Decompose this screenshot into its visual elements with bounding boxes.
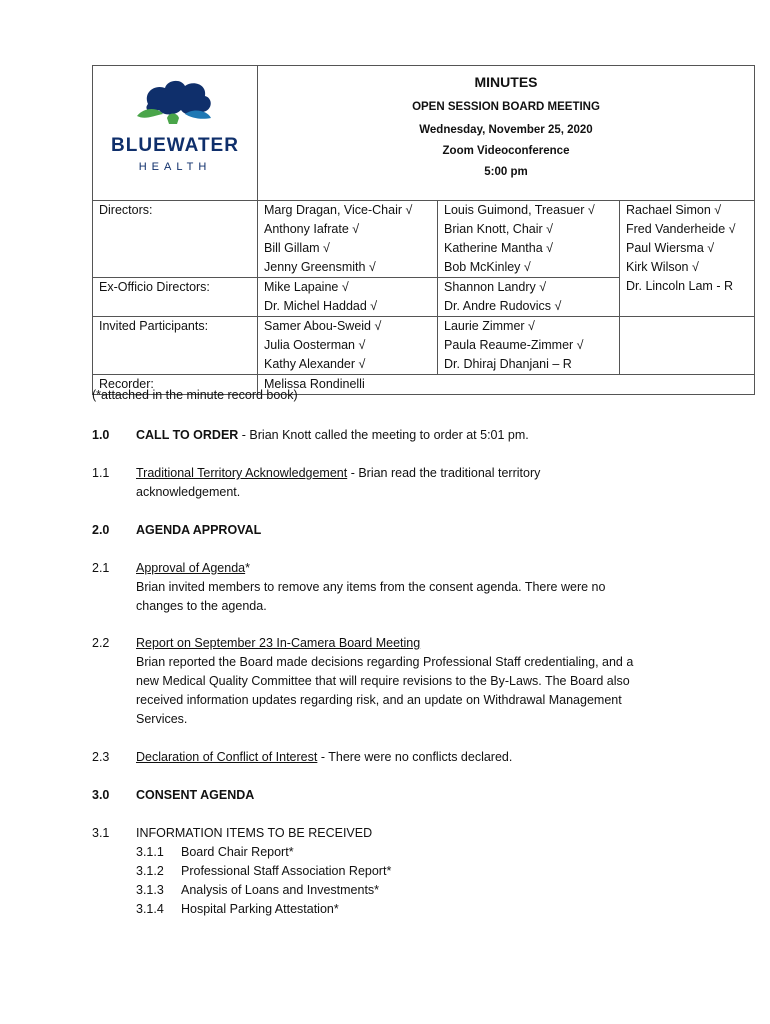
meeting-date: Wednesday, November 25, 2020 <box>419 124 593 136</box>
section-1-0: 1.0 CALL TO ORDER - Brian Knott called the meeting to order at 5:01 pm. <box>92 428 529 442</box>
recorder-name: Melissa Rondinelli <box>258 375 755 395</box>
section-2-1: 2.1 Approval of Agenda* Brian invited members to remove any items from the consent agenda. There were no changes to the agenda. <box>92 561 606 613</box>
section-title: Report on September 23 In-Camera Board Meeting <box>136 636 421 650</box>
logo-brand-bottom: HEALTH <box>138 161 212 173</box>
exofficio-col1: Mike Lapaine √ Dr. Michel Haddad √ <box>258 278 438 317</box>
header-table <box>92 65 755 395</box>
section-3-1: 3.1 INFORMATION ITEMS TO BE RECEIVED 3.1.1 Board Chair Report* 3.1.2 Professional Staff Association Report* 3.1.3 Analysis of Loans and Investments* 3.1.4 Hospital Parking Attestation* <box>92 824 732 919</box>
invited-col1: Samer Abou-Sweid √ Julia Oosterman √ Kathy Alexander √ <box>258 317 438 375</box>
section-2-0: 2.0 AGENDA APPROVAL <box>92 521 732 540</box>
directors-col1: Marg Dragan, Vice-Chair √ Anthony Iafrate √ Bill Gillam √ Jenny Greensmith √ <box>258 201 438 278</box>
section-1-1: 1.1 Traditional Territory Acknowledgement - Brian read the traditional territory acknowledgement. <box>92 466 541 499</box>
invited-col3-empty <box>620 317 755 375</box>
document-subtitle: OPEN SESSION BOARD MEETING <box>412 101 600 113</box>
exofficio-col2: Shannon Landry √ Dr. Andre Rudovics √ <box>438 278 620 317</box>
meeting-time: 5:00 pm <box>484 166 528 178</box>
invited-label: Invited Participants: <box>93 317 258 375</box>
meeting-location: Zoom Videoconference <box>442 145 570 157</box>
invited-col2: Laurie Zimmer √ Paula Reaume-Zimmer √ Dr. Dhiraj Dhanjani – R <box>438 317 620 375</box>
list-item: 3.1.2 Professional Staff Association Report* <box>136 864 392 878</box>
attachment-note: (*attached in the minute record book) <box>92 388 298 402</box>
section-title: Approval of Agenda <box>136 561 246 575</box>
logo-brand-top: BLUEWATER <box>111 135 239 156</box>
section-title: AGENDA APPROVAL <box>136 523 262 537</box>
section-title: CALL TO ORDER <box>136 428 239 442</box>
title-cell <box>258 66 755 201</box>
directors-col2: Louis Guimond, Treasuer √ Brian Knott, Chair √ Katherine Mantha √ Bob McKinley √ <box>438 201 620 278</box>
section-2-2: 2.2 Report on September 23 In-Camera Board Meeting Brian reported the Board made decisions regarding Professional Staff credentialing, and a new Medical Quality Committee that will require revisions to the By-Laws. The Board also received information updates regarding risk, and an update on Withdrawal Management Services. <box>92 636 634 726</box>
exofficio-label: Ex-Officio Directors: <box>93 278 258 317</box>
document-title: MINUTES <box>474 74 538 90</box>
section-3-0: 3.0 CONSENT AGENDA <box>92 786 732 805</box>
section-2-3: 2.3 Declaration of Conflict of Interest - There were no conflicts declared. <box>92 750 513 764</box>
section-title: Declaration of Conflict of Interest <box>136 750 318 764</box>
section-title: INFORMATION ITEMS TO BE RECEIVED <box>136 826 373 840</box>
list-item: 3.1.4 Hospital Parking Attestation* <box>136 902 339 916</box>
recorder-label: Recorder: <box>93 375 258 395</box>
list-item: 3.1.1 Board Chair Report* <box>136 845 294 859</box>
list-item: 3.1.3 Analysis of Loans and Investments* <box>136 883 380 897</box>
section-title: CONSENT AGENDA <box>136 788 255 802</box>
directors-label: Directors: <box>93 201 258 278</box>
leaf-tree-logo-icon <box>93 66 258 194</box>
section-title: Traditional Territory Acknowledgement <box>136 466 348 480</box>
logo-cell <box>93 66 258 201</box>
directors-col3: Rachael Simon √ Fred Vanderheide √ Paul Wiersma √ Kirk Wilson √ Dr. Lincoln Lam - R <box>620 201 755 317</box>
